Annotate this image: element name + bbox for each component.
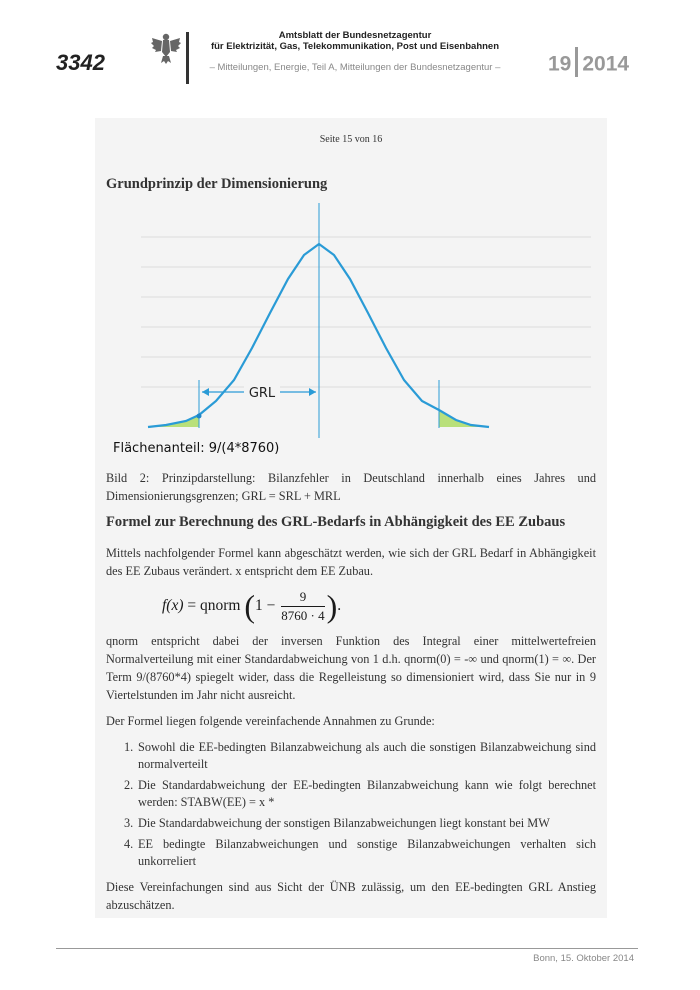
formula-equals: = xyxy=(187,597,197,615)
formula-fraction xyxy=(281,589,324,624)
journal-subtitle: – Mitteilungen, Energie, Teil A, Mitteilungen der Bundesnetzagentur – xyxy=(209,62,501,73)
formula xyxy=(162,588,341,628)
normal-distribution-chart xyxy=(106,200,596,440)
formula-func: qnorm xyxy=(200,597,241,615)
grl-arrow-head-left xyxy=(202,388,209,396)
page-label: Seite 15 von 16 xyxy=(319,134,383,145)
journal-title-line1: Amtsblatt der Bundesnetzagentur xyxy=(278,30,432,41)
list-item xyxy=(106,836,596,870)
grl-label: GRL xyxy=(248,386,276,401)
list-item xyxy=(106,815,596,832)
issue-label xyxy=(548,50,629,80)
journal-title-line2: für Elektrizität, Gas, Telekommunikation, Post und Eisenbahnen xyxy=(210,41,500,52)
list-item-number: 3. xyxy=(124,816,134,830)
assumptions-list xyxy=(106,739,596,874)
list-item-text: Die Standardabweichung der sonstigen Bilanzabweichungen liegt konstant bei MW xyxy=(138,816,550,830)
journal-title xyxy=(180,30,530,52)
closing-paragraph: Diese Vereinfachungen sind aus Sicht der ÜNB zulässig, um den EE-bedingten GRL Anstieg abzuschätzen. xyxy=(106,880,596,912)
assumptions-intro: Der Formel liegen folgende vereinfachende Annahmen zu Grunde: xyxy=(106,714,435,728)
page-number: 3342 xyxy=(56,50,105,75)
explanation-paragraph: qnorm entspricht dabei der inversen Funktion des Integral einer mittelwertefreien Normalverteilung mit einer Standardabweichung von 1 d.h. qnorm(0) = -∞ und qnorm(1) = ∞. Der Term 9/(8760*4) spiegelt wider, dass die Regelleistung so dimensioniert wird, dass Sie nur in 9 Viertelstunden im Jahr nicht ausreicht. xyxy=(106,634,596,702)
formula-trail: . xyxy=(337,597,342,615)
list-item-text: Die Standardabweichung der EE-bedingten Bilanzabweichung kann wie folgt berechnet werden: STABW(EE) = x * xyxy=(138,778,596,809)
figure-caption: Bild 2: Prinzipdarstellung: Bilanzfehler in Deutschland innerhalb eines Jahres und Dimensionierungsgrenzen; GRL = SRL + MRL xyxy=(106,471,596,503)
formula-denominator: 8760 · 4 xyxy=(281,608,325,623)
chart-gridlines xyxy=(141,237,591,387)
list-item xyxy=(106,739,596,773)
section-heading-formel: Formel zur Berechnung des GRL-Bedarfs in Abhängigkeit des EE Zubaus xyxy=(106,514,566,530)
formula-one-minus: 1 − xyxy=(255,597,276,615)
area-share-label: Flächenanteil: 9/(4*8760) xyxy=(113,441,280,456)
left-bound-marker xyxy=(197,414,202,419)
section-heading-dimensionierung: Grundprinzip der Dimensionierung xyxy=(106,176,328,192)
federal-eagle-icon xyxy=(150,30,182,66)
intro-paragraph: Mittels nachfolgender Formel kann abgeschätzt werden, wie sich der GRL Bedarf in Abhängigkeit des EE Zubaus verändert. x entspricht dem EE Zubau. xyxy=(106,546,596,578)
right-tail-area xyxy=(439,410,489,427)
list-item-text: Sowohl die EE-bedingten Bilanzabweichung als auch die sonstigen Bilanzabweichung sind normalverteilt xyxy=(138,740,596,771)
formula-lhs: f(x) xyxy=(162,597,184,615)
issue-year: 2014 xyxy=(582,52,630,76)
list-item-number: 1. xyxy=(124,740,134,754)
issue-separator xyxy=(575,47,578,77)
formula-paren-close: ) xyxy=(326,588,338,624)
list-item-number: 2. xyxy=(124,778,134,792)
list-item xyxy=(106,777,596,811)
list-item-number: 4. xyxy=(124,837,134,851)
formula-numerator: 9 xyxy=(281,589,324,607)
footer-rule xyxy=(56,948,638,949)
list-item-text: EE bedingte Bilanzabweichungen und sonstige Bilanzabweichungen verhalten sich unkorreliert xyxy=(138,837,596,868)
grl-arrow-head-right xyxy=(309,388,316,396)
issue-number: 19 xyxy=(548,52,572,76)
formula-paren-open: ( xyxy=(244,588,256,624)
footer-date: Bonn, 15. Oktober 2014 xyxy=(533,953,634,964)
